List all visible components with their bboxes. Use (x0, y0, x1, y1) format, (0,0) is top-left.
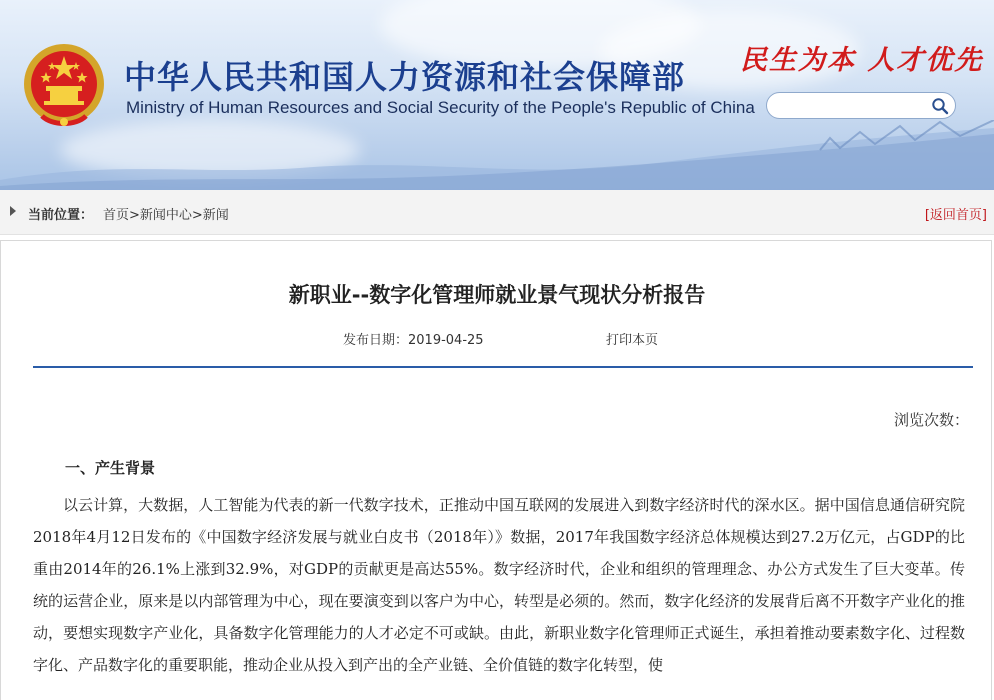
section-heading: 一、产生背景 (65, 459, 156, 477)
great-wall-decoration (0, 120, 994, 190)
search-box (766, 92, 956, 119)
print-page-link[interactable]: 打印本页 (606, 333, 659, 348)
site-title-english: Ministry of Human Resources and Social Security of the People's Republic of China (126, 98, 755, 117)
title-divider (33, 366, 973, 368)
breadcrumb-path[interactable]: 首页>新闻中心>新闻 (103, 208, 229, 223)
breadcrumb-bar (0, 190, 994, 235)
search-input[interactable] (779, 96, 933, 117)
view-count: 浏览次数： (893, 411, 969, 429)
article-title: 新职业--数字化管理师就业景气现状分析报告 (288, 283, 706, 307)
site-title-chinese: 中华人民共和国人力资源和社会保障部 (124, 58, 686, 96)
publish-date: 发布日期：2019-04-25 (343, 333, 484, 348)
article-paragraph: 以云计算，大数据，人工智能为代表的新一代数字技术，正推动中国互联网的发展进入到数字经济时代的深水区。据中国信息通信研究院2018年4月12日发布的《中国数字经济发展与就业白皮书（2018年）》数据，2017年我国数字经济总体规模达到27.2万亿元，占GDP的比重由2014年的26.1%上涨到32.9%，对GDP的贡献更是高达55%。数字经济时代，企业和组织的管理理念、办公方式发生了巨大变革。传统的运营企业，原来是以内部管理为中心，现在要演变到以客户为中心，转型是必须的。然而，数字化经济的发展背后离不开数字产业化的推动，要想实现数字产业化，具备数字化管理能力的人才必定不可或缺。由此，新职业数字化管理师正式诞生，承担着推动要素数字化、过程数字化、产品数字化的重要职能，推动企业从投入到产出的全产业链、全价值链的数字化转型，使 (33, 496, 965, 674)
article-container (0, 240, 992, 700)
back-home-link[interactable]: [返回首页] (924, 208, 987, 223)
national-emblem-icon (22, 42, 106, 130)
breadcrumb-label: 当前位置： (28, 208, 94, 223)
header-banner (0, 0, 994, 190)
site-slogan: 民生为本 人才优先 (740, 45, 984, 76)
search-icon[interactable] (931, 97, 949, 115)
triangle-right-icon (10, 206, 16, 216)
breadcrumb[interactable] (103, 204, 229, 223)
